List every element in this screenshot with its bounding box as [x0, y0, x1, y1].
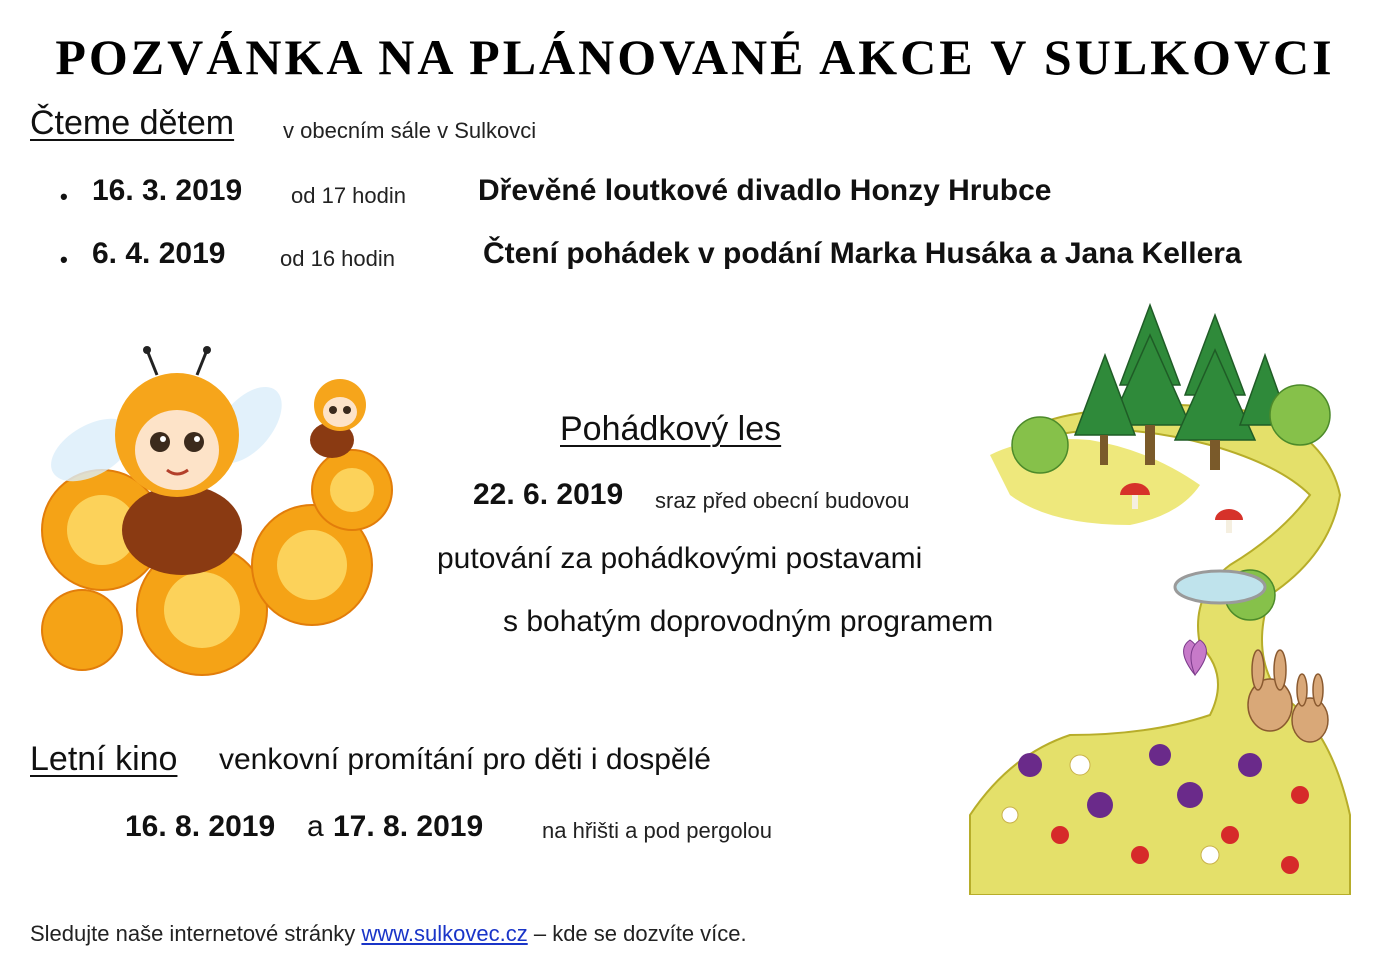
- forest-line-1: putování za pohádkovými postavami: [437, 542, 923, 575]
- website-link[interactable]: www.sulkovec.cz: [361, 921, 528, 946]
- forest-date: 22. 6. 2019: [473, 478, 624, 511]
- forest-meet: sraz před obecní budovou: [655, 488, 910, 513]
- forest-heading: Pohádkový les: [560, 410, 782, 448]
- reading-item-1-date: 16. 3. 2019: [92, 174, 243, 207]
- reading-item-2-desc: Čtení pohádek v podání Marka Husáka a Jana Kellera: [483, 237, 1242, 270]
- cinema-date-1: 16. 8. 2019: [125, 810, 276, 843]
- forest-line-2: s bohatým doprovodným programem: [503, 605, 994, 638]
- reading-item-1-time: od 17 hodin: [291, 183, 406, 208]
- bullet-icon: •: [60, 247, 68, 272]
- cinema-heading: Letní kino: [30, 740, 178, 778]
- reading-item-2-time: od 16 hodin: [280, 246, 395, 271]
- footer-text-before: Sledujte naše internetové stránky: [30, 921, 356, 946]
- reading-heading: Čteme dětem: [30, 104, 235, 142]
- cinema-subtitle: venkovní promítání pro děti i dospělé: [219, 743, 711, 776]
- footer-text-after: – kde se dozvíte více.: [533, 921, 747, 946]
- bullet-icon: •: [60, 184, 68, 209]
- cinema-date-2: 17. 8. 2019: [333, 810, 484, 843]
- reading-item-1-desc: Dřevěné loutkové divadlo Honzy Hrubce: [478, 174, 1052, 207]
- footer: [30, 921, 747, 947]
- cinema-and: a: [307, 810, 324, 843]
- reading-location: v obecním sále v Sulkovci: [283, 118, 537, 143]
- reading-item-2-date: 6. 4. 2019: [92, 237, 226, 270]
- cinema-place: na hřišti a pod pergolou: [542, 818, 772, 843]
- fairy-forest-illustration: [950, 295, 1362, 895]
- page-title: POZVÁNKA NA PLÁNOVANÉ AKCE V SULKOVCI: [55, 29, 1335, 85]
- bee-illustration: [22, 340, 417, 680]
